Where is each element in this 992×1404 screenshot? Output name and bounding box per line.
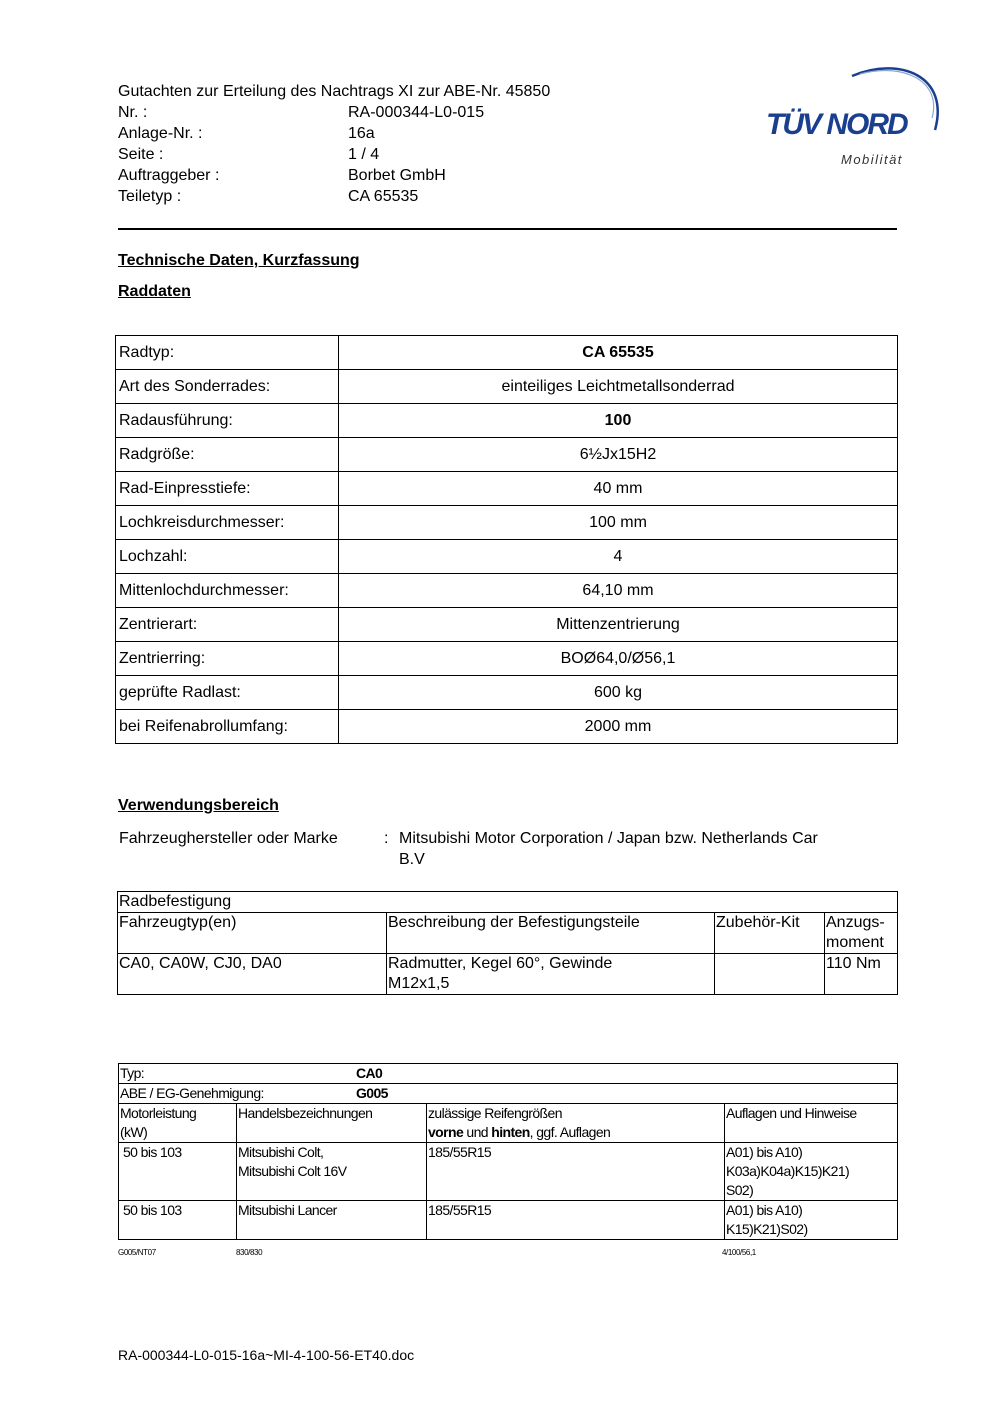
verwendung-title: Verwendungsbereich	[118, 797, 279, 814]
cell-fahrzeugtyp: CA0, CA0W, CJ0, DA0	[118, 954, 387, 995]
cell-line: Mitsubishi Colt,	[238, 1144, 324, 1160]
cell-line: A01) bis A10)	[726, 1202, 803, 1218]
header-value: Borbet GmbH	[348, 167, 446, 184]
und-label: und	[463, 1124, 492, 1140]
header-line: zulässige Reifengrößen	[428, 1105, 562, 1121]
typ-table	[118, 1063, 898, 1240]
table-row	[116, 506, 898, 540]
header-value: 16a	[348, 125, 375, 142]
header-row-nr	[0, 102, 700, 123]
vorne-label: vorne	[428, 1124, 464, 1140]
table-row	[116, 710, 898, 744]
table-row	[116, 608, 898, 642]
raddaten-key: Art des Sonderrades:	[116, 370, 339, 404]
header-row-seite	[0, 144, 700, 165]
typ-row	[119, 1064, 898, 1084]
table-row	[119, 1201, 898, 1240]
raddaten-key: geprüfte Radlast:	[116, 676, 339, 710]
raddaten-key: Radausführung:	[116, 404, 339, 438]
raddaten-key: Radgröße:	[116, 438, 339, 472]
header-row-teiletyp	[0, 186, 700, 207]
cell-motor: 50 bis 103	[119, 1143, 237, 1201]
raddaten-value: 64,10 mm	[339, 574, 898, 608]
hinten-label: hinten	[491, 1124, 530, 1140]
raddaten-value: 100	[339, 404, 898, 438]
report-title: Gutachten zur Erteilung des Nachtrags XI zur ABE-Nr. 45850	[118, 83, 551, 100]
raddaten-value: einteiliges Leichtmetallsonderrad	[339, 370, 898, 404]
raddaten-key: Lochzahl:	[116, 540, 339, 574]
table-row	[116, 472, 898, 506]
cell-line: S02)	[726, 1182, 754, 1198]
header-label: Anlage-Nr. :	[118, 125, 203, 142]
cell-handel	[237, 1143, 427, 1201]
footer-filename: RA-000344-L0-015-16a~MI-4-100-56-ET40.doc	[118, 1347, 415, 1363]
table-row	[116, 404, 898, 438]
manufacturer-label: Fahrzeughersteller oder Marke	[119, 830, 338, 847]
header-label: Teiletyp :	[118, 188, 182, 205]
logo-brand: TÜV NORD	[766, 108, 907, 141]
header-value: CA 65535	[348, 188, 419, 205]
manufacturer-value-line: Mitsubishi Motor Corporation / Japan bzw. Netherlands Car	[399, 830, 818, 847]
logo-subtitle: Mobilität	[841, 152, 903, 167]
table-row	[116, 642, 898, 676]
col-header-zubehoer: Zubehör-Kit	[715, 913, 825, 954]
manufacturer-value	[399, 828, 894, 870]
header-label: Seite :	[118, 146, 164, 163]
radbefestigung-table	[117, 891, 898, 995]
col-header-reifengroessen	[427, 1104, 725, 1143]
cell-moment: 110 Nm	[825, 954, 898, 995]
table-foot-right: 4/100/56,1	[722, 1248, 756, 1257]
cell-beschreibung	[387, 954, 715, 995]
typ-value: CA0	[356, 1065, 383, 1081]
table-row	[118, 954, 898, 995]
header-line: (kW)	[120, 1124, 148, 1140]
raddaten-key: bei Reifenabrollumfang:	[116, 710, 339, 744]
header-rule	[118, 228, 897, 230]
cell-line: K03a)K04a)K15)K21)	[726, 1163, 850, 1179]
section-title: Technische Daten, Kurzfassung	[118, 252, 360, 269]
manufacturer-value-line: B.V	[399, 851, 425, 868]
cell-motor: 50 bis 103	[119, 1201, 237, 1240]
auflagen-suffix: , ggf. Auflagen	[529, 1124, 611, 1140]
cell-line: K15)K21)S02)	[726, 1221, 808, 1237]
col-header-auflagen: Auflagen und Hinweise	[725, 1104, 898, 1143]
manufacturer-colon: :	[384, 830, 389, 847]
raddaten-value: CA 65535	[339, 336, 898, 370]
cell-zubehoer	[715, 954, 825, 995]
table-row	[116, 336, 898, 370]
typ-label: Typ:	[120, 1065, 145, 1081]
col-header-anzugsmoment	[825, 913, 898, 954]
col-header-motorleistung	[119, 1104, 237, 1143]
header-line	[428, 1123, 723, 1142]
raddaten-key: Zentrierring:	[116, 642, 339, 676]
raddaten-key: Mittenlochdurchmesser:	[116, 574, 339, 608]
tuv-nord-logo	[760, 58, 945, 173]
header-line: Anzugs-	[826, 914, 885, 931]
raddaten-value: 6½Jx15H2	[339, 438, 898, 472]
section-subtitle: Raddaten	[118, 283, 191, 300]
header-row-anlage	[0, 123, 700, 144]
header-label: Nr. :	[118, 104, 148, 121]
table-row	[119, 1143, 898, 1201]
cell-line: Mitsubishi Colt 16V	[238, 1163, 347, 1179]
cell-line: Radmutter, Kegel 60°, Gewinde	[388, 955, 613, 972]
radbefestigung-title: Radbefestigung	[118, 892, 898, 913]
header-label: Auftraggeber :	[118, 167, 220, 184]
raddaten-key: Lochkreisdurchmesser:	[116, 506, 339, 540]
col-header-handelsbezeichnungen: Handelsbezeichnungen	[237, 1104, 427, 1143]
table-row	[116, 574, 898, 608]
table-row	[116, 370, 898, 404]
table-foot-mid: 830/830	[236, 1248, 263, 1257]
cell-auflagen	[725, 1201, 898, 1240]
raddaten-value: 4	[339, 540, 898, 574]
cell-auflagen	[725, 1143, 898, 1201]
header-value: RA-000344-L0-015	[348, 104, 485, 121]
table-foot-left: G005/NT07	[118, 1248, 156, 1257]
table-row	[116, 438, 898, 472]
table-row	[116, 540, 898, 574]
col-header-fahrzeugtyp: Fahrzeugtyp(en)	[118, 913, 387, 954]
cell-reifen: 185/55R15	[427, 1143, 725, 1201]
table-row	[116, 676, 898, 710]
header-line: moment	[826, 934, 884, 951]
raddaten-table	[115, 335, 898, 744]
raddaten-key: Radtyp:	[116, 336, 339, 370]
cell-line: A01) bis A10)	[726, 1144, 803, 1160]
header-value: 1 / 4	[348, 146, 380, 163]
abe-row	[119, 1084, 898, 1104]
raddaten-key: Rad-Einpresstiefe:	[116, 472, 339, 506]
cell-reifen: 185/55R15	[427, 1201, 725, 1240]
raddaten-value: 600 kg	[339, 676, 898, 710]
abe-value: G005	[356, 1085, 388, 1101]
raddaten-value: 40 mm	[339, 472, 898, 506]
raddaten-value: 2000 mm	[339, 710, 898, 744]
col-header-beschreibung: Beschreibung der Befestigungsteile	[387, 913, 715, 954]
raddaten-value: BOØ64,0/Ø56,1	[339, 642, 898, 676]
cell-line: M12x1,5	[388, 975, 450, 992]
abe-label: ABE / EG-Genehmigung:	[120, 1085, 264, 1101]
header-row-auftraggeber	[0, 165, 700, 186]
header-line: Motorleistung	[120, 1105, 197, 1121]
raddaten-value: 100 mm	[339, 506, 898, 540]
raddaten-key: Zentrierart:	[116, 608, 339, 642]
cell-handel: Mitsubishi Lancer	[237, 1201, 427, 1240]
raddaten-value: Mittenzentrierung	[339, 608, 898, 642]
